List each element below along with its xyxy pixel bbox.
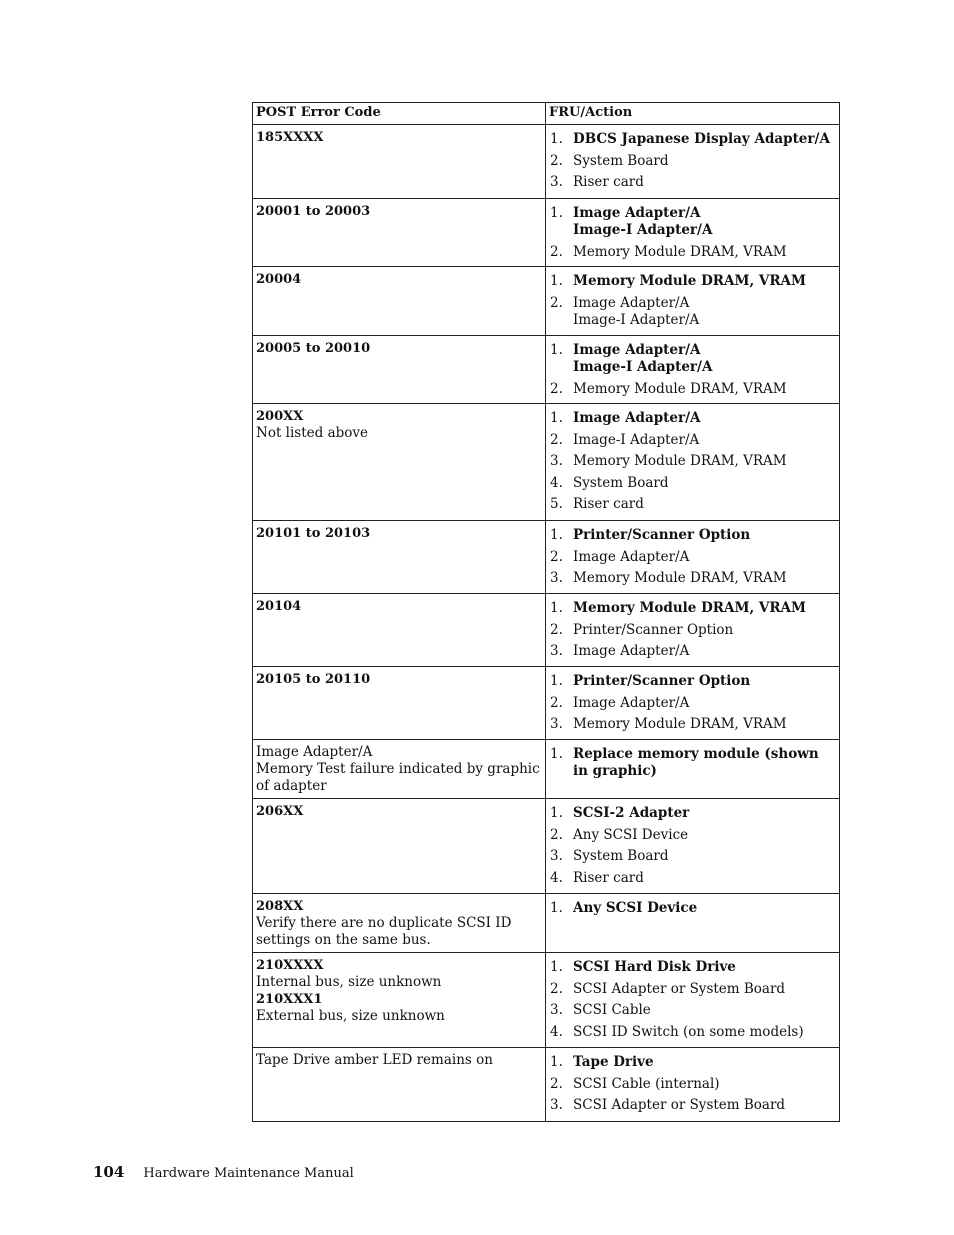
- fru-action-list: [550, 527, 835, 587]
- action-line: Image Adapter/A: [573, 342, 701, 358]
- action-line: Printer/Scanner Option: [573, 527, 751, 543]
- fru-action-cell: [546, 953, 840, 1048]
- fru-action-item: [550, 496, 835, 513]
- fru-action-list: [550, 205, 835, 261]
- action-text: [573, 805, 835, 822]
- fru-action-cell: [546, 336, 840, 404]
- action-text: [573, 153, 835, 170]
- action-line: System Board: [573, 474, 669, 491]
- column-header-fru-action: FRU/Action: [546, 103, 840, 125]
- error-code: 206XX: [256, 804, 304, 819]
- action-number: 1.: [550, 205, 563, 221]
- fru-action-list: [550, 746, 835, 780]
- action-number: 1.: [550, 410, 563, 426]
- action-text: [573, 527, 835, 544]
- action-number: 1.: [550, 1054, 563, 1070]
- post-error-code-cell: [253, 894, 546, 953]
- fru-action-item: [550, 475, 835, 492]
- action-text: [573, 870, 835, 887]
- action-line: Riser card: [573, 869, 644, 886]
- fru-action-item: [550, 342, 835, 376]
- action-line: SCSI Hard Disk Drive: [573, 959, 736, 975]
- action-line: SCSI Adapter or System Board: [573, 1097, 786, 1113]
- fru-action-item: [550, 549, 835, 566]
- post-error-code-cell: [253, 799, 546, 894]
- action-number: 2.: [550, 1075, 563, 1092]
- fru-action-item: [550, 153, 835, 170]
- fru-action-list: [550, 342, 835, 398]
- fru-action-item: [550, 570, 835, 587]
- table-row: [253, 953, 840, 1048]
- fru-action-item: [550, 1054, 835, 1071]
- action-text: [573, 475, 835, 492]
- error-code: 20001 to 20003: [256, 204, 371, 219]
- fru-action-item: [550, 600, 835, 617]
- table-row: [253, 594, 840, 667]
- error-description: Tape Drive amber LED remains on: [256, 1052, 493, 1068]
- error-code: 185XXXX: [256, 130, 324, 145]
- post-error-code-cell: [253, 404, 546, 521]
- action-line: SCSI Cable (internal): [573, 1075, 720, 1092]
- page-footer: [93, 1162, 354, 1181]
- action-number: 1.: [550, 746, 563, 762]
- action-line: System Board: [573, 152, 669, 169]
- fru-action-list: [550, 673, 835, 733]
- action-number: 2.: [550, 694, 563, 711]
- fru-action-item: [550, 695, 835, 712]
- action-number: 1.: [550, 805, 563, 821]
- error-code: 210XXX1: [256, 992, 323, 1007]
- action-text: [573, 746, 835, 780]
- fru-action-item: [550, 1097, 835, 1114]
- action-line: Image-I Adapter/A: [573, 431, 700, 448]
- table-row: [253, 894, 840, 953]
- action-text: [573, 273, 835, 290]
- action-text: [573, 174, 835, 191]
- post-error-code-cell: [253, 594, 546, 667]
- action-text: [573, 131, 835, 148]
- error-code: 200XX: [256, 409, 304, 424]
- action-number: 2.: [550, 243, 563, 260]
- fru-action-cell: [546, 404, 840, 521]
- action-text: [573, 673, 835, 690]
- table-row: [253, 1048, 840, 1122]
- fru-action-cell: [546, 594, 840, 667]
- error-description: Not listed above: [256, 425, 369, 441]
- action-line: Tape Drive: [573, 1054, 654, 1070]
- fru-action-item: [550, 643, 835, 660]
- action-line: Image-I Adapter/A: [573, 311, 700, 328]
- action-text: [573, 244, 835, 261]
- fru-action-item: [550, 381, 835, 398]
- action-number: 4.: [550, 1023, 563, 1040]
- action-text: [573, 600, 835, 617]
- action-text: [573, 570, 835, 587]
- action-text: [573, 981, 835, 998]
- fru-action-item: [550, 273, 835, 290]
- action-line: Image Adapter/A: [573, 205, 701, 221]
- action-text: [573, 622, 835, 639]
- fru-action-cell: [546, 199, 840, 267]
- action-number: 1.: [550, 527, 563, 543]
- action-line: Image Adapter/A: [573, 410, 701, 426]
- action-number: 1.: [550, 131, 563, 147]
- error-description: Internal bus, size unknown: [256, 974, 442, 990]
- column-header-post-error-code: POST Error Code: [253, 103, 546, 125]
- error-description: Image Adapter/A: [256, 744, 373, 760]
- action-number: 2.: [550, 431, 563, 448]
- action-number: 2.: [550, 380, 563, 397]
- fru-action-cell: [546, 1048, 840, 1122]
- fru-action-list: [550, 959, 835, 1041]
- action-line: Image Adapter/A: [573, 294, 690, 311]
- action-line: DBCS Japanese Display Adapter/A: [573, 131, 830, 147]
- action-number: 4.: [550, 869, 563, 886]
- action-line: Printer/Scanner Option: [573, 673, 751, 689]
- table-row: [253, 521, 840, 594]
- fru-action-item: [550, 959, 835, 976]
- fru-action-item: [550, 131, 835, 148]
- fru-action-item: [550, 295, 835, 329]
- action-line: System Board: [573, 848, 669, 864]
- action-line: Any SCSI Device: [573, 900, 698, 916]
- action-line: Memory Module DRAM, VRAM: [573, 243, 787, 260]
- action-line: Memory Module DRAM, VRAM: [573, 453, 787, 469]
- action-text: [573, 453, 835, 470]
- fru-action-cell: [546, 267, 840, 336]
- action-text: [573, 695, 835, 712]
- post-error-code-cell: [253, 667, 546, 740]
- error-code: 20101 to 20103: [256, 526, 371, 541]
- fru-action-list: [550, 600, 835, 660]
- post-error-code-cell: [253, 199, 546, 267]
- error-code: 20105 to 20110: [256, 672, 371, 687]
- table-row: [253, 740, 840, 799]
- action-line: SCSI ID Switch (on some models): [573, 1023, 804, 1040]
- action-text: [573, 848, 835, 865]
- action-text: [573, 716, 835, 733]
- action-text: [573, 496, 835, 513]
- post-error-code-cell: [253, 521, 546, 594]
- action-number: 2.: [550, 826, 563, 843]
- error-code: 20005 to 20010: [256, 341, 371, 356]
- action-text: [573, 900, 835, 917]
- post-error-table: [252, 102, 840, 1122]
- action-text: [573, 549, 835, 566]
- post-error-code-cell: [253, 1048, 546, 1122]
- error-code: 208XX: [256, 899, 304, 914]
- post-error-code-cell: [253, 125, 546, 199]
- action-line: Image Adapter/A: [573, 643, 690, 659]
- action-text: [573, 295, 835, 329]
- action-number: 3.: [550, 453, 563, 469]
- action-text: [573, 342, 835, 376]
- action-line: Memory Module DRAM, VRAM: [573, 380, 787, 397]
- fru-action-list: [550, 1054, 835, 1114]
- manual-title: Hardware Maintenance Manual: [143, 1166, 354, 1181]
- table-row: [253, 267, 840, 336]
- fru-action-list: [550, 410, 835, 513]
- page-number: 104: [93, 1163, 125, 1181]
- table-row: [253, 404, 840, 521]
- action-line: Memory Module DRAM, VRAM: [573, 273, 806, 289]
- action-line: Memory Module DRAM, VRAM: [573, 600, 806, 616]
- fru-action-item: [550, 410, 835, 427]
- action-number: 1.: [550, 959, 563, 975]
- action-line: Printer/Scanner Option: [573, 621, 734, 638]
- fru-action-item: [550, 870, 835, 887]
- action-line: SCSI-2 Adapter: [573, 805, 690, 821]
- fru-action-item: [550, 827, 835, 844]
- fru-action-item: [550, 244, 835, 261]
- action-number: 3.: [550, 1002, 563, 1018]
- action-line: Replace memory module (shown in graphic): [573, 746, 819, 779]
- action-text: [573, 1076, 835, 1093]
- action-line: Image-I Adapter/A: [573, 359, 713, 375]
- error-description: External bus, size unknown: [256, 1008, 445, 1024]
- error-code: 210XXXX: [256, 958, 324, 973]
- fru-action-item: [550, 1002, 835, 1019]
- fru-action-item: [550, 453, 835, 470]
- action-text: [573, 410, 835, 427]
- error-description: Verify there are no duplicate SCSI ID settings on the same bus.: [256, 915, 512, 948]
- table-row: [253, 799, 840, 894]
- fru-action-list: [550, 273, 835, 329]
- fru-action-item: [550, 432, 835, 449]
- action-number: 2.: [550, 548, 563, 565]
- action-number: 1.: [550, 342, 563, 358]
- action-number: 2.: [550, 294, 563, 311]
- post-error-code-cell: [253, 953, 546, 1048]
- action-line: Memory Module DRAM, VRAM: [573, 716, 787, 732]
- action-line: Any SCSI Device: [573, 826, 689, 843]
- action-number: 2.: [550, 152, 563, 169]
- fru-action-cell: [546, 125, 840, 199]
- action-line: SCSI Cable: [573, 1002, 651, 1018]
- fru-action-item: [550, 1024, 835, 1041]
- fru-action-cell: [546, 740, 840, 799]
- table-row: [253, 336, 840, 404]
- action-number: 3.: [550, 1097, 563, 1113]
- fru-action-item: [550, 174, 835, 191]
- action-text: [573, 205, 835, 239]
- action-number: 1.: [550, 900, 563, 916]
- action-number: 3.: [550, 570, 563, 586]
- action-text: [573, 643, 835, 660]
- action-number: 3.: [550, 174, 563, 190]
- fru-action-item: [550, 527, 835, 544]
- action-text: [573, 1097, 835, 1114]
- action-number: 1.: [550, 673, 563, 689]
- post-error-code-cell: [253, 267, 546, 336]
- action-text: [573, 1002, 835, 1019]
- fru-action-item: [550, 900, 835, 917]
- table-row: [253, 125, 840, 199]
- fru-action-item: [550, 673, 835, 690]
- action-text: [573, 959, 835, 976]
- fru-action-list: [550, 131, 835, 191]
- fru-action-item: [550, 805, 835, 822]
- action-number: 1.: [550, 273, 563, 289]
- table-header-row: [253, 103, 840, 125]
- action-number: 3.: [550, 643, 563, 659]
- fru-action-list: [550, 900, 835, 917]
- error-code: 20004: [256, 272, 302, 287]
- fru-action-item: [550, 981, 835, 998]
- post-error-code-cell: [253, 336, 546, 404]
- action-number: 5.: [550, 496, 563, 512]
- action-number: 2.: [550, 621, 563, 638]
- action-number: 2.: [550, 980, 563, 997]
- table-body: [253, 125, 840, 1122]
- table-row: [253, 667, 840, 740]
- fru-action-list: [550, 805, 835, 887]
- action-line: Image Adapter/A: [573, 694, 690, 711]
- fru-action-cell: [546, 667, 840, 740]
- fru-action-item: [550, 205, 835, 239]
- fru-action-cell: [546, 799, 840, 894]
- action-number: 1.: [550, 600, 563, 616]
- post-error-code-cell: [253, 740, 546, 799]
- action-line: Image Adapter/A: [573, 548, 690, 565]
- action-text: [573, 432, 835, 449]
- action-number: 3.: [550, 716, 563, 732]
- fru-action-cell: [546, 521, 840, 594]
- action-text: [573, 1024, 835, 1041]
- error-description: Memory Test failure indicated by graphic of adapter: [256, 761, 540, 794]
- error-code: 20104: [256, 599, 302, 614]
- action-text: [573, 827, 835, 844]
- action-line: Riser card: [573, 496, 644, 512]
- fru-action-item: [550, 622, 835, 639]
- action-text: [573, 1054, 835, 1071]
- table-row: [253, 199, 840, 267]
- action-line: SCSI Adapter or System Board: [573, 980, 786, 997]
- fru-action-item: [550, 716, 835, 733]
- fru-action-item: [550, 848, 835, 865]
- action-number: 3.: [550, 848, 563, 864]
- fru-action-item: [550, 1076, 835, 1093]
- action-text: [573, 381, 835, 398]
- action-line: Memory Module DRAM, VRAM: [573, 570, 787, 586]
- action-number: 4.: [550, 474, 563, 491]
- action-line: Riser card: [573, 174, 644, 190]
- fru-action-item: [550, 746, 835, 780]
- fru-action-cell: [546, 894, 840, 953]
- action-line: Image-I Adapter/A: [573, 222, 713, 238]
